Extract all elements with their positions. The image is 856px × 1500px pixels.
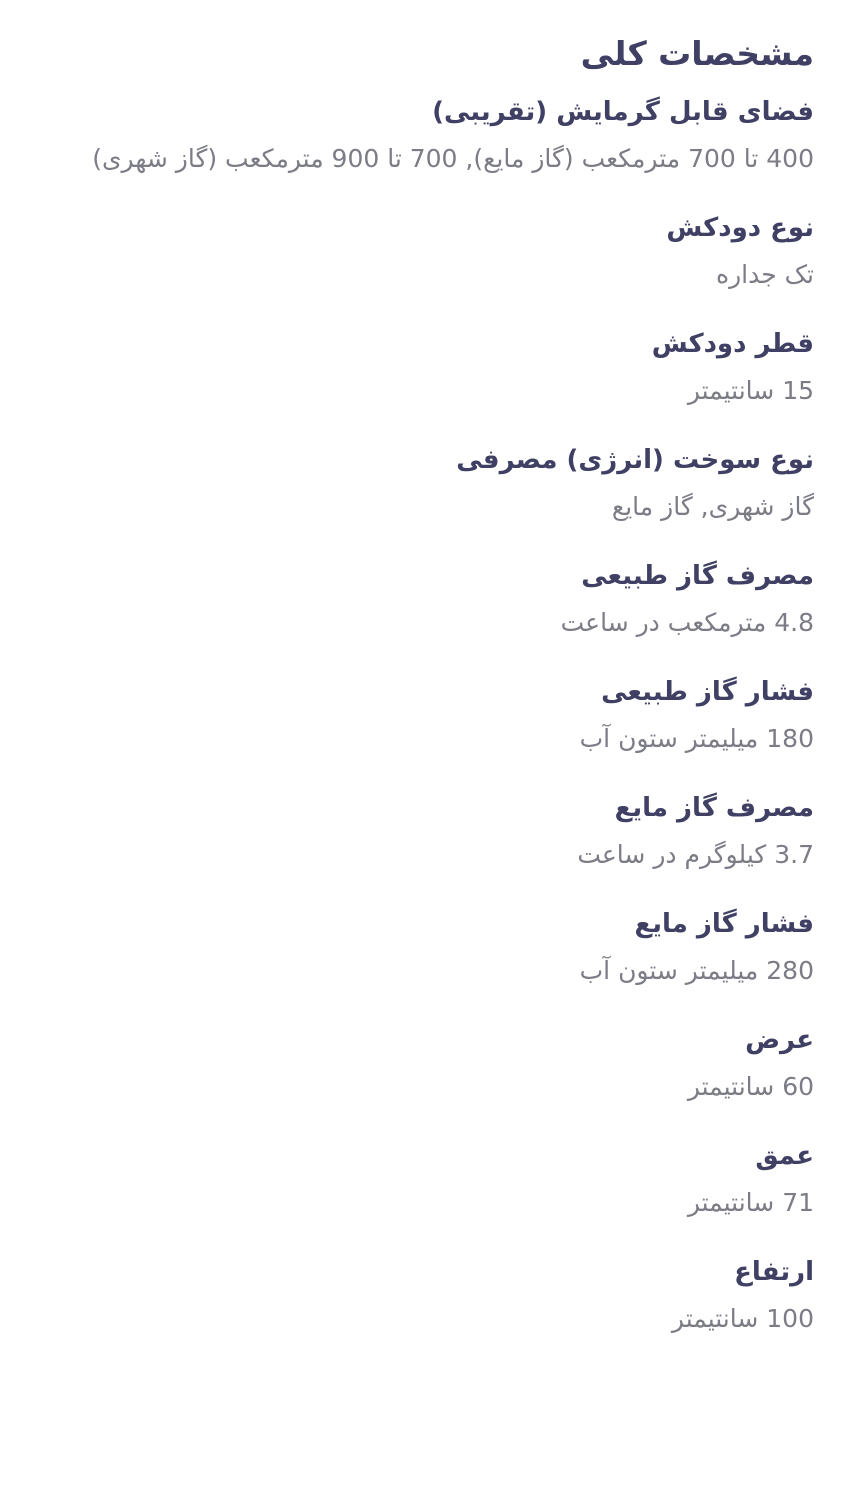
spec-label: عرض bbox=[745, 1025, 814, 1055]
spec-value: 71 سانتیمتر bbox=[687, 1188, 814, 1217]
spec-label: عمق bbox=[755, 1141, 814, 1171]
spec-label: فضای قابل گرمایش (تقریبی) bbox=[432, 97, 814, 127]
spec-value: 180 میلیمتر ستون آب bbox=[579, 724, 814, 753]
spec-item-chimney-type bbox=[42, 208, 814, 296]
spec-value: 15 سانتیمتر bbox=[687, 376, 814, 405]
spec-value: 400 تا 700 مترمکعب (گاز مایع), 700 تا 900 مترمکعب (گاز شهری) bbox=[92, 144, 814, 173]
spec-label: نوع دودکش bbox=[666, 213, 814, 243]
spec-item-width bbox=[42, 1020, 814, 1108]
spec-list bbox=[42, 92, 814, 1340]
spec-value: 60 سانتیمتر bbox=[687, 1072, 814, 1101]
spec-value: 4.8 مترمکعب در ساعت bbox=[560, 608, 814, 637]
spec-item-heating-space bbox=[42, 92, 814, 180]
spec-label: قطر دودکش bbox=[651, 329, 814, 359]
spec-value: 3.7 کیلوگرم در ساعت bbox=[577, 840, 814, 869]
spec-item-lpg-consumption bbox=[42, 788, 814, 876]
spec-item-depth bbox=[42, 1136, 814, 1224]
spec-item-height bbox=[42, 1252, 814, 1340]
spec-item-chimney-diameter bbox=[42, 324, 814, 412]
section-title: مشخصات کلی bbox=[580, 34, 814, 73]
spec-value: تک جداره bbox=[716, 260, 814, 289]
spec-value: 280 میلیمتر ستون آب bbox=[579, 956, 814, 985]
spec-item-lpg-pressure bbox=[42, 904, 814, 992]
spec-label: مصرف گاز مایع bbox=[614, 793, 814, 823]
spec-value: 100 سانتیمتر bbox=[671, 1304, 814, 1333]
spec-item-fuel-type bbox=[42, 440, 814, 528]
spec-label: فشار گاز مایع bbox=[634, 909, 814, 939]
spec-label: مصرف گاز طبیعی bbox=[581, 561, 814, 591]
spec-item-natural-gas-consumption bbox=[42, 556, 814, 644]
spec-label: فشار گاز طبیعی bbox=[601, 677, 814, 707]
spec-value: گاز شهری, گاز مایع bbox=[611, 492, 814, 521]
spec-item-natural-gas-pressure bbox=[42, 672, 814, 760]
spec-label: ارتفاع bbox=[734, 1257, 814, 1287]
spec-label: نوع سوخت (انرژی) مصرفی bbox=[456, 445, 814, 475]
